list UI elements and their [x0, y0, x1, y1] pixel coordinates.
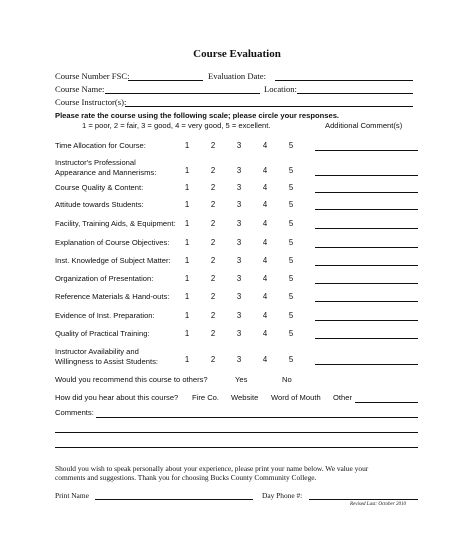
rating-option-3[interactable]: 3	[236, 274, 242, 283]
rating-option-5[interactable]: 5	[288, 238, 294, 247]
rating-option-5[interactable]: 5	[288, 219, 294, 228]
rating-option-5[interactable]: 5	[288, 292, 294, 301]
rating-option-5[interactable]: 5	[288, 200, 294, 209]
rating-option-5[interactable]: 5	[288, 355, 294, 364]
additional-comment-field[interactable]	[315, 209, 418, 210]
rating-option-1[interactable]: 1	[184, 166, 190, 175]
hear-option-word-of-mouth[interactable]: Word of Mouth	[271, 393, 321, 402]
rating-option-2[interactable]: 2	[210, 274, 216, 283]
rating-option-1[interactable]: 1	[184, 311, 190, 320]
rating-option-4[interactable]: 4	[262, 256, 268, 265]
footer-line-1: Should you wish to speak personally about your experience, please print your name below. We value your	[55, 464, 369, 473]
rating-option-3[interactable]: 3	[236, 292, 242, 301]
rating-option-2[interactable]: 2	[210, 166, 216, 175]
hear-option-website[interactable]: Website	[231, 393, 259, 402]
rating-option-1[interactable]: 1	[184, 329, 190, 338]
rating-option-4[interactable]: 4	[262, 355, 268, 364]
hear-option-fire-co[interactable]: Fire Co.	[192, 393, 220, 402]
rating-option-1[interactable]: 1	[184, 274, 190, 283]
additional-comments-label: Additional Comment(s)	[325, 121, 403, 130]
hear-other-field[interactable]	[355, 402, 418, 403]
evaluation-date-label: Evaluation Date:	[208, 71, 266, 81]
question-label: Facility, Training Aids, & Equipment:	[55, 219, 176, 228]
rating-option-1[interactable]: 1	[184, 256, 190, 265]
additional-comment-field[interactable]	[315, 338, 418, 339]
location-label: Location:	[264, 84, 297, 94]
question-label: Organization of Presentation:	[55, 274, 154, 283]
rating-option-4[interactable]: 4	[262, 219, 268, 228]
rating-option-4[interactable]: 4	[262, 274, 268, 283]
rating-option-5[interactable]: 5	[288, 166, 294, 175]
instructions-line-1: Please rate the course using the following scale; please circle your responses.	[55, 111, 340, 120]
additional-comment-field[interactable]	[315, 265, 418, 266]
rating-option-2[interactable]: 2	[210, 141, 216, 150]
rating-option-1[interactable]: 1	[184, 183, 190, 192]
rating-option-3[interactable]: 3	[236, 355, 242, 364]
rating-option-2[interactable]: 2	[210, 200, 216, 209]
revised-date: Revised Last: October 2010	[350, 502, 406, 507]
question-label: Evidence of Inst. Preparation:	[55, 311, 155, 320]
rating-option-2[interactable]: 2	[210, 183, 216, 192]
rating-option-1[interactable]: 1	[184, 355, 190, 364]
rating-option-3[interactable]: 3	[236, 311, 242, 320]
rating-option-5[interactable]: 5	[288, 274, 294, 283]
additional-comment-field[interactable]	[315, 192, 418, 193]
course-name-field[interactable]	[105, 93, 260, 94]
course-number-field[interactable]	[128, 80, 203, 81]
rating-option-4[interactable]: 4	[262, 311, 268, 320]
question-label: Time Allocation for Course:	[55, 141, 146, 150]
recommend-label: Would you recommend this course to others?	[55, 375, 208, 384]
rating-option-4[interactable]: 4	[262, 166, 268, 175]
additional-comment-field[interactable]	[315, 175, 418, 176]
question-label: Willingness to Assist Students:	[55, 356, 158, 366]
rating-option-5[interactable]: 5	[288, 183, 294, 192]
question-label: Inst. Knowledge of Subject Matter:	[55, 256, 171, 265]
print-name-label: Print Name	[55, 491, 89, 500]
rating-option-2[interactable]: 2	[210, 355, 216, 364]
additional-comment-field[interactable]	[315, 364, 418, 365]
comments-line-1[interactable]	[96, 417, 418, 418]
question-label: Quality of Practical Training:	[55, 329, 150, 338]
rating-option-1[interactable]: 1	[184, 238, 190, 247]
additional-comment-field[interactable]	[315, 228, 418, 229]
rating-option-4[interactable]: 4	[262, 329, 268, 338]
rating-option-4[interactable]: 4	[262, 141, 268, 150]
hear-about-label: How did you hear about this course?	[55, 393, 179, 402]
rating-option-5[interactable]: 5	[288, 311, 294, 320]
question-label: Instructor's Professional	[55, 158, 136, 167]
rating-option-2[interactable]: 2	[210, 238, 216, 247]
recommend-yes[interactable]: Yes	[235, 375, 248, 384]
day-phone-label: Day Phone #:	[262, 491, 303, 500]
question-label: Attitude towards Students:	[55, 200, 144, 209]
additional-comment-field[interactable]	[315, 301, 418, 302]
rating-option-4[interactable]: 4	[262, 183, 268, 192]
question-label: Reference Materials & Hand-outs:	[55, 292, 170, 301]
rating-option-4[interactable]: 4	[262, 292, 268, 301]
additional-comment-field[interactable]	[315, 247, 418, 248]
rating-option-4[interactable]: 4	[262, 238, 268, 247]
evaluation-date-field[interactable]	[275, 80, 413, 81]
course-name-label: Course Name:	[55, 84, 105, 94]
rating-option-1[interactable]: 1	[184, 200, 190, 209]
rating-option-3[interactable]: 3	[236, 219, 242, 228]
day-phone-field[interactable]	[309, 499, 418, 500]
rating-option-3[interactable]: 3	[236, 329, 242, 338]
rating-option-3[interactable]: 3	[236, 256, 242, 265]
rating-option-1[interactable]: 1	[184, 292, 190, 301]
question-label: Appearance and Mannerisms:	[55, 167, 157, 177]
hear-option-other[interactable]: Other	[333, 393, 352, 402]
recommend-no[interactable]: No	[282, 375, 292, 384]
location-field[interactable]	[297, 93, 413, 94]
page-title: Course Evaluation	[193, 48, 281, 60]
rating-option-3[interactable]: 3	[236, 183, 242, 192]
instructions-line-2: 1 = poor, 2 = fair, 3 = good, 4 = very good, 5 = excellent.	[82, 121, 271, 130]
rating-option-4[interactable]: 4	[262, 200, 268, 209]
rating-option-3[interactable]: 3	[236, 141, 242, 150]
rating-option-2[interactable]: 2	[210, 256, 216, 265]
rating-option-3[interactable]: 3	[236, 238, 242, 247]
comments-line-2[interactable]	[55, 432, 418, 433]
course-number-label: Course Number FSC:	[55, 71, 130, 81]
rating-option-5[interactable]: 5	[288, 329, 294, 338]
comments-line-3[interactable]	[55, 447, 418, 448]
question-label: Instructor Availability and	[55, 347, 139, 356]
question-label: Course Quality & Content:	[55, 183, 144, 192]
additional-comment-field[interactable]	[315, 283, 418, 284]
print-name-field[interactable]	[95, 499, 253, 500]
rating-option-5[interactable]: 5	[288, 141, 294, 150]
rating-option-3[interactable]: 3	[236, 166, 242, 175]
rating-option-1[interactable]: 1	[184, 219, 190, 228]
rating-option-3[interactable]: 3	[236, 200, 242, 209]
rating-option-1[interactable]: 1	[184, 141, 190, 150]
rating-option-5[interactable]: 5	[288, 256, 294, 265]
comments-label: Comments:	[55, 408, 94, 417]
footer-line-2: comments and suggestions. Thank you for choosing Bucks County Community College.	[55, 473, 317, 482]
course-instructor-label: Course Instructor(s):	[55, 97, 127, 107]
rating-option-2[interactable]: 2	[210, 311, 216, 320]
rating-option-2[interactable]: 2	[210, 219, 216, 228]
rating-option-2[interactable]: 2	[210, 329, 216, 338]
rating-option-2[interactable]: 2	[210, 292, 216, 301]
question-label: Explanation of Course Objectives:	[55, 238, 170, 247]
course-instructor-field[interactable]	[125, 106, 413, 107]
additional-comment-field[interactable]	[315, 320, 418, 321]
additional-comment-field[interactable]	[315, 150, 418, 151]
